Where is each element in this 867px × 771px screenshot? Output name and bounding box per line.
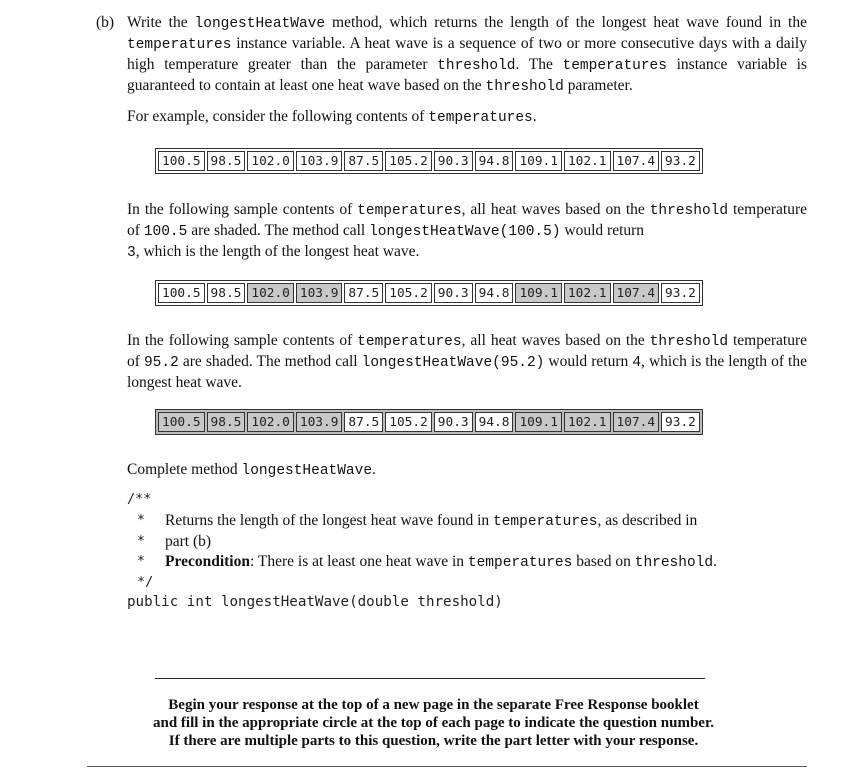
- sample-text: , all heat waves based on the: [461, 332, 650, 349]
- sample1-description: [127, 200, 807, 263]
- array-cell: 105.2: [385, 412, 432, 432]
- javadoc-star: *: [137, 513, 145, 528]
- array-cell-shaded: 102.0: [247, 283, 294, 303]
- array-cell-shaded: 107.4: [613, 283, 660, 303]
- array-cell: 90.3: [434, 283, 473, 303]
- var-name: temperatures: [562, 58, 667, 74]
- array-cell: 90.3: [434, 412, 473, 432]
- part-label: (b): [96, 14, 115, 31]
- sample-text: temperature of: [127, 201, 808, 239]
- example-text: For example, consider the following contents of: [127, 108, 429, 125]
- array-cell: 87.5: [344, 151, 383, 171]
- temperatures-array-threshold-100-5: [155, 280, 703, 306]
- array-cell-shaded: 109.1: [515, 412, 562, 432]
- var-name: temperatures: [357, 334, 462, 350]
- array-cell-shaded: 102.0: [247, 412, 294, 432]
- param-name: threshold: [649, 334, 729, 350]
- sample-text: are shaded. The method call: [178, 353, 362, 370]
- javadoc-text: based on: [572, 553, 635, 570]
- divider: [155, 678, 705, 679]
- array-cell: 98.5: [207, 283, 246, 303]
- array-cell-shaded: 109.1: [515, 283, 562, 303]
- javadoc-open: /**: [127, 491, 152, 507]
- array-cell: 105.2: [385, 151, 432, 171]
- sample-text: temperature of: [127, 332, 808, 370]
- array-cell: 102.0: [247, 151, 294, 171]
- temperatures-array-threshold-95-2: [155, 409, 703, 435]
- example-intro: [127, 107, 807, 128]
- instruction-line: If there are multiple parts to this question, write the part letter with your response.: [168, 733, 699, 749]
- array-cell: 93.2: [661, 283, 700, 303]
- desc-text-1: Write the: [127, 14, 195, 31]
- param-name: threshold: [485, 79, 564, 95]
- var-name: temperatures: [428, 110, 533, 126]
- var-name: temperatures: [127, 37, 232, 53]
- array-cell: 94.8: [475, 412, 514, 432]
- array-cell: 94.8: [475, 151, 514, 171]
- method-call: longestHeatWave(100.5): [369, 224, 561, 240]
- sample2-description: [127, 331, 807, 392]
- sample-text: , which is the length of the longest heat wave.: [127, 353, 807, 391]
- desc-text-2: method, which returns the length of the longest heat wave found in the: [325, 14, 807, 31]
- complete-method: [127, 460, 807, 481]
- sample-text: would return: [544, 353, 633, 370]
- param-name: threshold: [437, 58, 516, 74]
- sample-text: would return: [560, 222, 645, 239]
- array-cell: 100.5: [158, 151, 205, 171]
- instruction-line: and fill in the appropriate circle at the top of each page to indicate the question number.: [153, 715, 714, 731]
- array-cell: 93.2: [661, 151, 700, 171]
- problem-description: [127, 13, 807, 97]
- array-cell: 87.5: [344, 283, 383, 303]
- var-name: temperatures: [357, 203, 462, 219]
- var-name: temperatures: [467, 555, 573, 571]
- javadoc-text: : There is at least one heat wave in: [249, 553, 468, 570]
- javadoc-line-1: [165, 511, 805, 532]
- javadoc-line-2: part (b): [165, 533, 212, 550]
- method-signature: public int longestHeatWave(double threshold): [127, 594, 503, 610]
- array-cell: 100.5: [158, 283, 205, 303]
- page-bottom-divider: [87, 766, 807, 767]
- sample-text: are shaded. The method call: [187, 222, 370, 239]
- array-cell: 87.5: [344, 412, 383, 432]
- example-end: .: [532, 108, 537, 125]
- array-cell-shaded: 100.5: [158, 412, 205, 432]
- array-cell: 105.2: [385, 283, 432, 303]
- array-cell: 109.1: [515, 151, 562, 171]
- param-name: threshold: [634, 555, 714, 571]
- precondition-label: Precondition: [165, 553, 250, 570]
- complete-end: .: [372, 461, 376, 478]
- desc-text-6: parameter.: [563, 77, 633, 94]
- javadoc-star: *: [137, 554, 145, 569]
- response-instructions: [0, 696, 867, 750]
- array-cell-shaded: 103.9: [296, 412, 343, 432]
- return-value: 3: [127, 245, 136, 261]
- array-cell: 93.2: [661, 412, 700, 432]
- javadoc-text: , as described in: [597, 512, 698, 529]
- array-cell-shaded: 102.1: [564, 283, 611, 303]
- threshold-value: 95.2: [143, 355, 179, 371]
- array-cell-shaded: 98.5: [207, 412, 246, 432]
- threshold-value: 100.5: [143, 224, 188, 240]
- sample-text: In the following sample contents of: [127, 332, 358, 349]
- desc-text-3: instance variable. A heat wave is a sequence of two or more consecutive days with a daily high temperature greater than the parameter: [127, 35, 807, 73]
- desc-text-4: . The: [515, 56, 563, 73]
- javadoc-close: */: [137, 574, 154, 590]
- method-name: longestHeatWave: [194, 16, 326, 32]
- array-cell: 98.5: [207, 151, 246, 171]
- array-cell: 103.9: [296, 151, 343, 171]
- method-call: longestHeatWave(95.2): [361, 355, 545, 371]
- array-cell-shaded: 107.4: [613, 412, 660, 432]
- javadoc-star: *: [137, 534, 145, 549]
- array-cell: 94.8: [475, 283, 514, 303]
- param-name: threshold: [649, 203, 729, 219]
- javadoc-text: .: [713, 553, 717, 570]
- sample-text: In the following sample contents of: [127, 201, 358, 218]
- sample-text: , all heat waves based on the: [461, 201, 650, 218]
- var-name: temperatures: [493, 514, 598, 530]
- array-cell-shaded: 102.1: [564, 412, 611, 432]
- sample-text: , which is the length of the longest heat wave.: [135, 243, 420, 260]
- instruction-line: Begin your response at the top of a new page in the separate Free Response booklet: [168, 697, 699, 713]
- method-name: longestHeatWave: [241, 463, 373, 479]
- temperatures-array: [155, 148, 703, 174]
- javadoc-precondition: [165, 552, 805, 573]
- javadoc-text: Returns the length of the longest heat wave found in: [165, 512, 494, 529]
- complete-text: Complete method: [127, 461, 242, 478]
- array-cell: 107.4: [613, 151, 660, 171]
- array-cell: 90.3: [434, 151, 473, 171]
- desc-text-5: instance variable is guaranteed to contain at least one heat wave based on the: [127, 56, 807, 94]
- return-value: 4: [632, 355, 642, 371]
- array-cell-shaded: 103.9: [296, 283, 343, 303]
- array-cell: 102.1: [564, 151, 611, 171]
